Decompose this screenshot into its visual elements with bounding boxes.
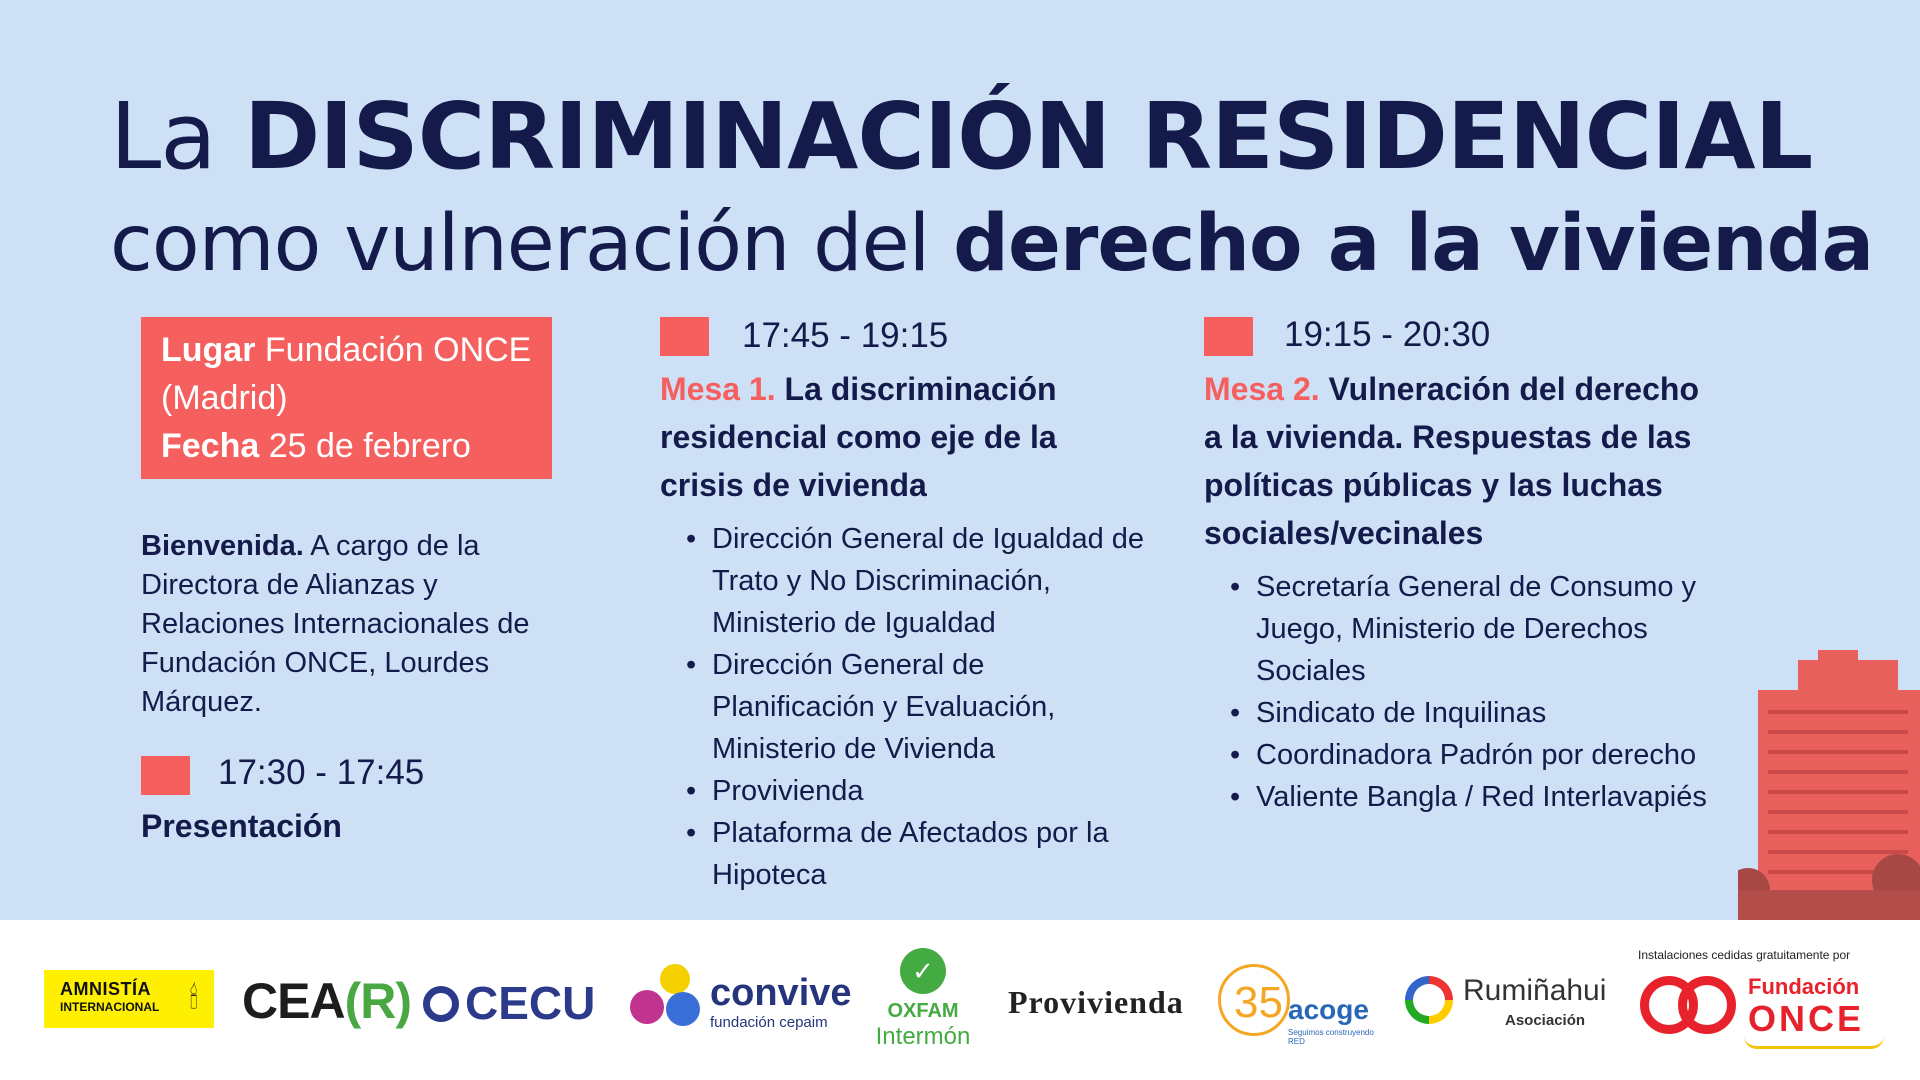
list-item: • Plataforma de Afectados por la Hipoteca [686, 812, 1146, 896]
mesa1-prefix: Mesa 1. [660, 371, 776, 407]
title-line-2 [110, 196, 1873, 292]
convive-dot-icon [666, 992, 700, 1026]
mesa2-prefix: Mesa 2. [1204, 371, 1320, 407]
presentation-label: Presentación [141, 808, 342, 844]
welcome-label: Bienvenida. [141, 530, 304, 562]
venue-date-box [141, 317, 552, 479]
title-light-2: como vulneración del [110, 199, 954, 289]
title-bold-2: derecho a la vivienda [953, 199, 1874, 289]
welcome-body: A cargo de la Directora de Alianzas y Relaciones Internacionales de Fundación ONCE, Lourdes Márquez. [141, 530, 530, 718]
convive-sub: fundación cepaim [710, 1014, 828, 1031]
mesa1-time: 17:45 - 19:15 [742, 316, 949, 355]
amnistia-logo [44, 970, 214, 1028]
welcome-text [141, 527, 561, 722]
ruminahui-sub: Asociación [1505, 1012, 1586, 1029]
lugar-value: Fundación ONCE (Madrid) [161, 331, 532, 417]
acoge-number: 35 [1234, 978, 1283, 1027]
ruminahui-name: Rumiñahui [1463, 974, 1607, 1007]
list-item: • Secretaría General de Consumo y Juego, Ministerio de Derechos Sociales [1230, 566, 1740, 692]
mesa1-heading [660, 365, 1130, 509]
mesa2-title: Vulneración del derecho a la vivienda. Respuestas de las políticas públicas y las luchas sociales/vecinales [1204, 371, 1699, 551]
venue-line [161, 326, 532, 422]
mesa1-participants [686, 518, 1146, 896]
mesa1-title: La discriminación residencial como eje de la crisis de vivienda [660, 371, 1057, 503]
list-item: • Coordinadora Padrón por derecho [1230, 734, 1740, 776]
title-bold-1: DISCRIMINACIÓN RESIDENCIAL [243, 83, 1813, 190]
oxfam-sub: Intermón [875, 1023, 971, 1050]
ruminahui-face-icon [1405, 976, 1453, 1024]
cear-logo [242, 972, 411, 1030]
once-text-1: Fundación [1748, 974, 1860, 999]
amnistia-text-2: INTERNACIONAL [60, 1000, 160, 1014]
time-marker [1204, 317, 1253, 356]
lugar-label: Lugar [161, 331, 256, 369]
cecu-symbol-icon [423, 986, 459, 1022]
once-ring-icon [1678, 976, 1736, 1034]
cear-r: (R) [344, 973, 411, 1029]
acoge-logo [1218, 964, 1378, 1054]
building-illustration [1738, 650, 1920, 920]
cecu-text: CECU [465, 977, 596, 1029]
once-swoosh-icon [1744, 1036, 1884, 1049]
time-marker [141, 756, 190, 795]
list-item: • Provivienda [686, 770, 1146, 812]
convive-logo [630, 964, 850, 1044]
convive-dot-icon [630, 990, 664, 1024]
mesa2-participants [1230, 566, 1740, 818]
cecu-logo [423, 976, 595, 1030]
list-item: • Valiente Bangla / Red Interlavapiés [1230, 776, 1740, 818]
once-text-2: ONCE [1748, 998, 1865, 1039]
list-item: • Sindicato de Inquilinas [1230, 692, 1740, 734]
ruminahui-logo [1405, 974, 1615, 1044]
candle-icon: 🕯 [189, 982, 198, 1015]
title-line-1 [110, 82, 1812, 192]
sponsor-footer [0, 920, 1920, 1080]
list-item: • Dirección General de Planificación y Evaluación, Ministerio de Vivienda [686, 644, 1146, 770]
acoge-sub: Seguimos construyendo RED [1288, 1028, 1374, 1046]
oxfam-symbol-icon: ✓ [900, 948, 946, 994]
oxfam-text: OXFAM [887, 1000, 959, 1022]
fecha-value: 25 de febrero [259, 427, 471, 465]
fundacion-once-note: Instalaciones cedidas gratuitamente por [1638, 948, 1851, 962]
cear-text: CEA [242, 973, 345, 1029]
convive-dot-icon [660, 964, 690, 994]
convive-name: convive [710, 972, 852, 1014]
mesa2-heading [1204, 365, 1724, 557]
fecha-label: Fecha [161, 427, 260, 465]
presentation-time: 17:30 - 17:45 [218, 753, 425, 792]
acoge-name: acoge [1288, 994, 1369, 1025]
oxfam-logo [868, 948, 978, 1068]
mesa2-time: 19:15 - 20:30 [1284, 315, 1491, 354]
date-line [161, 422, 532, 470]
amnistia-text-1: AMNISTÍA [60, 979, 151, 999]
fundacion-once-logo [1640, 972, 1890, 1052]
list-item: • Dirección General de Igualdad de Trato y No Discriminación, Ministerio de Igualdad [686, 518, 1146, 644]
provivienda-logo: Provivienda [1008, 984, 1184, 1020]
time-marker [660, 317, 709, 356]
title-light-1: La [110, 83, 244, 190]
